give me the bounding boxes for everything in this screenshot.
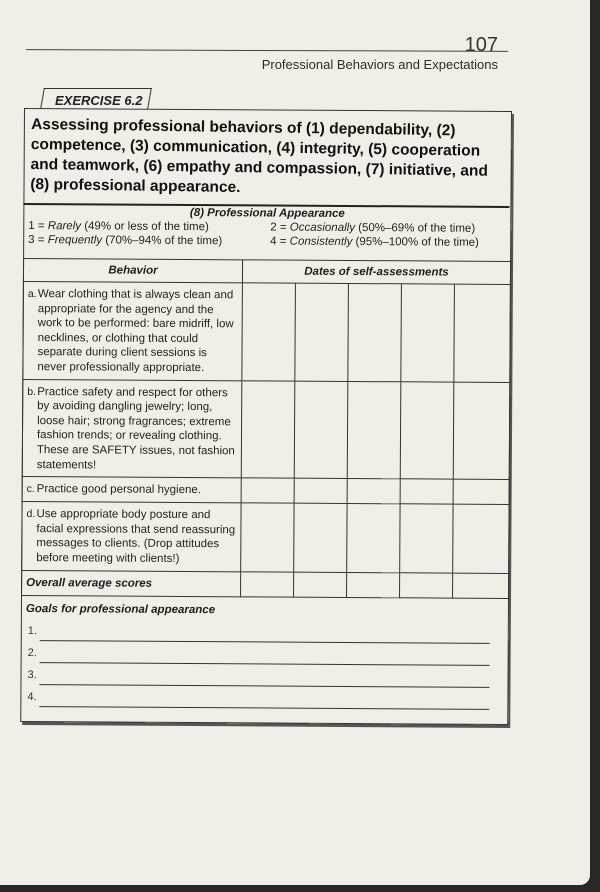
write-in-rule [39,684,489,688]
write-in-rule [40,640,490,644]
date-cell[interactable] [294,381,348,479]
date-cell[interactable] [453,479,509,504]
overall-label: Overall average scores [22,570,241,596]
scale-item-4: 4 = Consistently (95%–100% of the time) [270,235,479,249]
behavior-cell-d [22,502,241,572]
assessment-table [21,258,511,598]
goal-line-2[interactable] [28,647,490,668]
score-cell[interactable] [453,573,509,598]
behavior-cell-a [23,281,243,380]
goal-line-1[interactable] [28,625,490,646]
score-cell[interactable] [347,572,400,597]
behavior-text: Wear clothing that is always clean and appropriate for the agency and the work to be performed: bare midriff, low necklines, or clothing that could separate during client sessions is never professionally appropriate. [37,288,234,375]
table-row [23,281,511,382]
date-cell[interactable] [347,479,400,504]
item-letter: c. [26,483,35,496]
exercise-frame [20,108,512,725]
date-cell[interactable] [400,504,453,573]
date-cell[interactable] [453,504,509,573]
goal-number: 3. [27,669,37,682]
scale-item-3: 3 = Frequently (70%–94% of the time) [28,234,223,248]
date-cell[interactable] [401,284,455,382]
scale-item-2: 2 = Occasionally (50%–69% of the time) [270,221,476,235]
table-header-row [23,259,510,285]
exercise-label: EXERCISE 6.2 [55,93,143,108]
date-cell[interactable] [294,503,347,572]
running-head: Professional Behaviors and Expectations [261,57,498,72]
score-cell[interactable] [294,572,347,597]
table-row [22,477,509,505]
dates-column-header: Dates of self-assessments [242,260,510,285]
score-cell[interactable] [400,572,453,597]
overall-row [22,570,509,598]
behavior-text: Use appropriate body posture and facial expressions that send reassuring messages to clients. (Drop attitudes before meeting with clients!) [36,508,236,565]
behavior-cell-b [22,379,242,478]
goal-number: 2. [27,647,37,660]
page-number: 107 [464,34,498,56]
scale-item-1: 1 = Rarely (49% or less of the time) [28,220,209,234]
date-cell[interactable] [294,478,347,503]
write-in-rule [39,706,489,710]
date-cell[interactable] [347,504,400,573]
goal-line-3[interactable] [27,669,489,690]
date-cell[interactable] [241,503,294,572]
goals-title: Goals for professional appearance [25,603,216,617]
exercise-title: Assessing professional behaviors of (1) dependability, (2) competence, (3) communication, (4) integrity, (5) cooperation and teamwork, (6) empathy and compassion, (7) initiative, and (8) professional appearance. [30,115,489,197]
item-letter: b. [27,385,37,398]
goal-number: 1. [27,625,38,638]
date-cell[interactable] [453,382,510,480]
behavior-text: Practice good personal hygiene. [36,483,202,497]
date-cell[interactable] [454,284,511,382]
scale-title: (8) Professional Appearance [189,207,345,220]
item-letter: a. [27,288,37,301]
table-row [22,502,509,573]
date-cell[interactable] [400,479,453,504]
write-in-rule [40,662,490,666]
date-cell[interactable] [295,283,349,381]
goal-number: 4. [27,691,37,704]
date-cell[interactable] [347,381,401,479]
score-cell[interactable] [241,571,294,596]
behavior-text: Practice safety and respect for others by avoiding dangling jewelry; long, loose hair; strong fragrances; extreme fashion trends; or revealing clothing. These are SAFETY issues, not fashion statements! [36,385,235,471]
table-row [22,379,510,480]
date-cell[interactable] [348,283,402,381]
header-rule [26,49,508,52]
date-cell[interactable] [241,478,294,503]
date-cell[interactable] [400,381,454,479]
behavior-column-header: Behavior [23,259,242,283]
behavior-cell-c [22,477,241,503]
goal-line-4[interactable] [27,691,489,712]
date-cell[interactable] [242,283,296,381]
date-cell[interactable] [241,380,295,478]
item-letter: d. [26,508,36,521]
